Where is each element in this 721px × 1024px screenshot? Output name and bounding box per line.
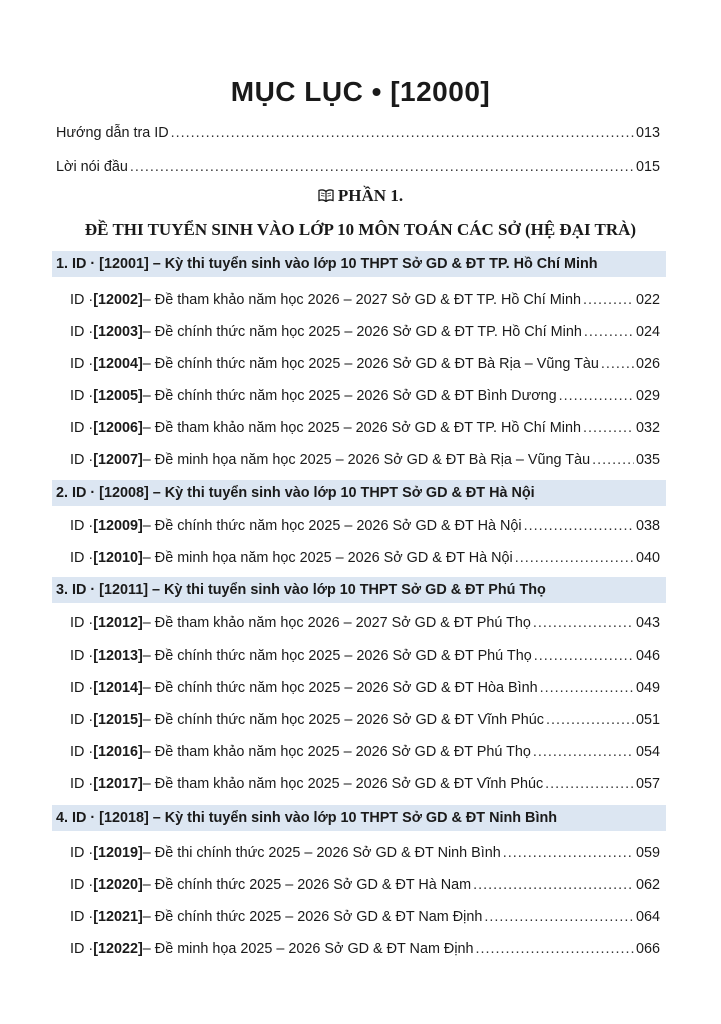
- toc-entry[interactable]: [70, 413, 660, 437]
- entry-title: – Đề tham khảo năm học 2026 – 2027 Sở GD & ĐT Phú Thọ: [142, 615, 531, 631]
- entry-prefix: ID ·: [70, 845, 94, 861]
- entry-title: – Đề tham khảo năm học 2025 – 2026 Sở GD & ĐT Vĩnh Phúc: [142, 776, 544, 792]
- entry-prefix: ID ·: [70, 452, 94, 468]
- page-number: 035: [635, 452, 660, 468]
- entry-title: – Đề thi chính thức 2025 – 2026 Sở GD & ĐT Ninh Bình: [142, 845, 501, 861]
- leader-dots: [583, 291, 634, 309]
- leader-dots: [484, 908, 634, 926]
- leader-dots: [584, 323, 634, 341]
- entry-title: – Đề minh họa năm học 2025 – 2026 Sở GD & ĐT Hà Nội: [142, 550, 513, 566]
- toc-entry[interactable]: [70, 673, 660, 697]
- toc-entry[interactable]: [70, 511, 660, 535]
- leader-dots: [524, 517, 634, 535]
- toc-entry[interactable]: [70, 934, 660, 958]
- toc-entry[interactable]: [70, 285, 660, 309]
- entry-title: – Đề chính thức 2025 – 2026 Sở GD & ĐT Nam Định: [142, 909, 483, 925]
- entry-title: – Đề chính thức năm học 2025 – 2026 Sở GD & ĐT Bà Rịa – Vũng Tàu: [142, 356, 599, 372]
- part-label: PHẦN 1.: [337, 186, 404, 205]
- entry-title: – Đề tham khảo năm học 2025 – 2026 Sở GD & ĐT Phú Thọ: [142, 744, 531, 760]
- entry-id: [12012]: [93, 615, 143, 631]
- toc-entry[interactable]: [70, 769, 660, 793]
- leader-dots: [130, 158, 634, 176]
- entry-title: – Đề chính thức 2025 – 2026 Sở GD & ĐT Hà Nam: [142, 877, 472, 893]
- page-title: MỤC LỤC • [12000]: [230, 76, 491, 107]
- page-number: 032: [635, 420, 660, 436]
- section-heading-4[interactable]: 4. ID · [12018] – Kỳ thi tuyển sinh vào lớp 10 THPT Sở GD & ĐT Ninh Bình: [52, 805, 666, 831]
- entry-id: [12016]: [93, 744, 143, 760]
- leader-dots: [171, 124, 634, 142]
- page-number: 051: [635, 712, 660, 728]
- toc-entry[interactable]: [70, 349, 660, 373]
- entry-prefix: ID ·: [70, 615, 94, 631]
- page-number: 064: [635, 909, 660, 925]
- page-number: 022: [635, 292, 660, 308]
- entry-id: [12007]: [93, 452, 143, 468]
- entry-prefix: ID ·: [70, 388, 94, 404]
- toc-entry[interactable]: [70, 902, 660, 926]
- leader-dots: [534, 647, 634, 665]
- page-number: 054: [635, 744, 660, 760]
- leader-dots: [476, 940, 634, 958]
- leader-dots: [546, 711, 634, 729]
- entry-prefix: ID ·: [70, 420, 94, 436]
- entry-prefix: ID ·: [70, 776, 94, 792]
- entry-prefix: ID ·: [70, 648, 94, 664]
- toc-entry[interactable]: [70, 870, 660, 894]
- entry-title: – Đề chính thức năm học 2025 – 2026 Sở GD & ĐT Bình Dương: [142, 388, 557, 404]
- entry-title: – Đề chính thức năm học 2025 – 2026 Sở GD & ĐT Hòa Bình: [142, 680, 538, 696]
- entry-prefix: ID ·: [70, 550, 94, 566]
- page-number: 015: [635, 159, 660, 175]
- entry-title: – Đề tham khảo năm học 2025 – 2026 Sở GD & ĐT TP. Hồ Chí Minh: [142, 420, 581, 436]
- leader-dots: [533, 614, 634, 632]
- leader-dots: [592, 451, 634, 469]
- page-number: 024: [635, 324, 660, 340]
- entry-id: [12019]: [93, 845, 143, 861]
- entry-id: [12022]: [93, 941, 143, 957]
- entry-title: – Đề minh họa năm học 2025 – 2026 Sở GD & ĐT Bà Rịa – Vũng Tàu: [142, 452, 591, 468]
- page-number: 057: [635, 776, 660, 792]
- page-number: 040: [635, 550, 660, 566]
- entry-id: [12020]: [93, 877, 143, 893]
- entry-prefix: ID ·: [70, 744, 94, 760]
- leader-dots: [515, 549, 634, 567]
- page-number: 013: [635, 125, 660, 141]
- toc-entry[interactable]: [70, 838, 660, 862]
- entry-id: [12003]: [93, 324, 143, 340]
- page-number: 062: [635, 877, 660, 893]
- entry-prefix: ID ·: [70, 356, 94, 372]
- leader-dots: [533, 743, 634, 761]
- toc-entry[interactable]: [70, 543, 660, 567]
- leader-dots: [503, 844, 634, 862]
- part-subtitle: ĐỀ THI TUYỂN SINH VÀO LỚP 10 MÔN TOÁN CÁC SỞ (HỆ ĐẠI TRÀ): [84, 220, 637, 239]
- entry-id: [12015]: [93, 712, 143, 728]
- leader-dots: [540, 679, 634, 697]
- entry-prefix: ID ·: [70, 292, 94, 308]
- book-icon: [318, 188, 334, 206]
- entry-id: [12005]: [93, 388, 143, 404]
- page-number: 059: [635, 845, 660, 861]
- section-heading-2[interactable]: 2. ID · [12008] – Kỳ thi tuyển sinh vào lớp 10 THPT Sở GD & ĐT Hà Nội: [52, 480, 666, 506]
- page-number: 049: [635, 680, 660, 696]
- entry-label: Lời nói đầu: [56, 159, 128, 175]
- entry-title: – Đề chính thức năm học 2025 – 2026 Sở GD & ĐT Phú Thọ: [142, 648, 532, 664]
- toc-entry[interactable]: [70, 317, 660, 341]
- entry-title: – Đề chính thức năm học 2025 – 2026 Sở GD & ĐT Vĩnh Phúc: [142, 712, 544, 728]
- section-heading-3[interactable]: 3. ID · [12011] – Kỳ thi tuyển sinh vào lớp 10 THPT Sở GD & ĐT Phú Thọ: [52, 577, 666, 603]
- entry-id: [12010]: [93, 550, 143, 566]
- entry-prefix: ID ·: [70, 680, 94, 696]
- entry-id: [12004]: [93, 356, 143, 372]
- entry-id: [12017]: [93, 776, 143, 792]
- page-number: 029: [635, 388, 660, 404]
- entry-prefix: ID ·: [70, 518, 94, 534]
- page-number: 046: [635, 648, 660, 664]
- entry-prefix: ID ·: [70, 712, 94, 728]
- entry-id: [12002]: [93, 292, 143, 308]
- toc-entry[interactable]: [70, 608, 660, 632]
- entry-id: [12006]: [93, 420, 143, 436]
- section-heading-1[interactable]: 1. ID · [12001] – Kỳ thi tuyển sinh vào lớp 10 THPT Sở GD & ĐT TP. Hồ Chí Minh: [52, 251, 666, 277]
- leader-dots: [601, 355, 634, 373]
- leader-dots: [473, 876, 634, 894]
- entry-title: – Đề chính thức năm học 2025 – 2026 Sở GD & ĐT Hà Nội: [142, 518, 522, 534]
- toc-entry[interactable]: [70, 641, 660, 665]
- page-number: 038: [635, 518, 660, 534]
- entry-id: [12021]: [93, 909, 143, 925]
- page-number: 026: [635, 356, 660, 372]
- entry-id: [12013]: [93, 648, 143, 664]
- toc-entry[interactable]: [70, 737, 660, 761]
- entry-id: [12014]: [93, 680, 143, 696]
- entry-prefix: ID ·: [70, 324, 94, 340]
- leader-dots: [545, 775, 634, 793]
- entry-title: – Đề chính thức năm học 2025 – 2026 Sở GD & ĐT TP. Hồ Chí Minh: [142, 324, 582, 340]
- entry-label: Hướng dẫn tra ID: [56, 125, 169, 141]
- toc-entry[interactable]: [70, 705, 660, 729]
- toc-entry-preface[interactable]: [56, 152, 660, 176]
- entry-prefix: ID ·: [70, 877, 94, 893]
- entry-prefix: ID ·: [70, 909, 94, 925]
- toc-entry[interactable]: [70, 445, 660, 469]
- leader-dots: [559, 387, 634, 405]
- part-heading: [0, 186, 721, 206]
- page-number: 066: [635, 941, 660, 957]
- entry-title: – Đề tham khảo năm học 2026 – 2027 Sở GD & ĐT TP. Hồ Chí Minh: [142, 292, 581, 308]
- leader-dots: [583, 419, 634, 437]
- toc-entry[interactable]: [70, 381, 660, 405]
- entry-title: – Đề minh họa 2025 – 2026 Sở GD & ĐT Nam Định: [142, 941, 474, 957]
- entry-prefix: ID ·: [70, 941, 94, 957]
- page-number: 043: [635, 615, 660, 631]
- entry-id: [12009]: [93, 518, 143, 534]
- toc-entry-guide[interactable]: [56, 118, 660, 142]
